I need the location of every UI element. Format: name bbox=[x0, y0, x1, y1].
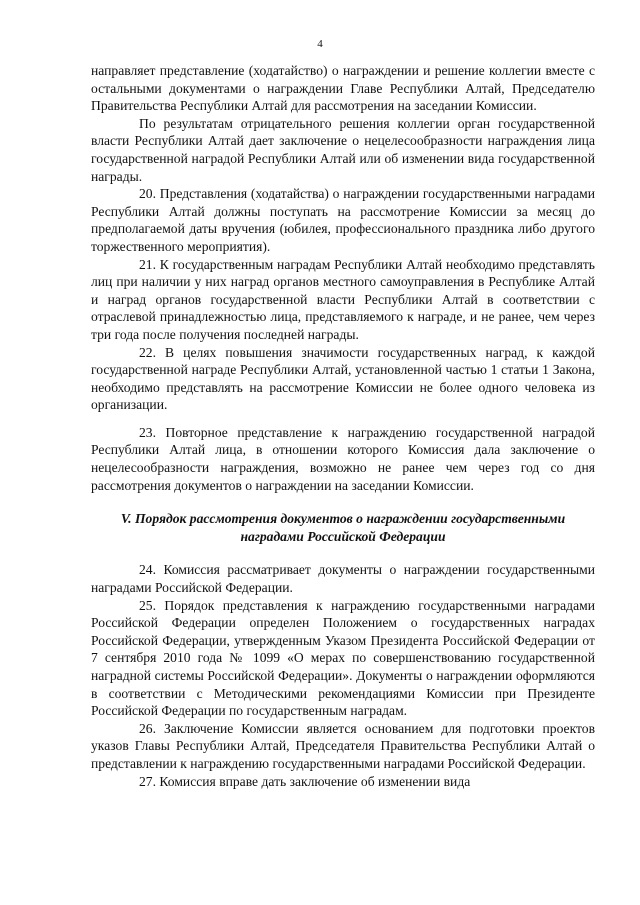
paragraph: 24. Комиссия рассматривает документы о награждении государственными наградами Российской Федерации. bbox=[91, 562, 595, 596]
paragraph: По результатам отрицательного решения коллегии орган государственной власти Республики Алтай дает заключение о нецелесообразности награждения лица государственной наградой Республики Алтай или об изменении вида государственной награды. bbox=[91, 115, 595, 184]
section-heading: V. Порядок рассмотрения документов о награждении государственными наградами Российской Федерации bbox=[120, 511, 566, 544]
paragraph: 27. Комиссия вправе дать заключение об изменении вида bbox=[139, 773, 471, 789]
paragraph: 26. Заключение Комиссии является основанием для подготовки проектов указов Главы Республики Алтай, Председателя Правительства Республики Алтай о представлении к награждению государственными наградами Российской Федерации. bbox=[91, 720, 595, 771]
paragraph: 23. Повторное представление к награждению государственной наградой Республики Алтай лица, в отношении которого Комиссия дала заключение о нецелесообразности награждения, возможно не ранее чем через год со дня рассмотрения документов о награждении на заседании Комиссии. bbox=[91, 424, 595, 493]
paragraphs-before-section bbox=[91, 62, 595, 494]
paragraph: 20. Представления (ходатайства) о награждении государственными наградами Республики Алтай должны поступать на рассмотрение Комиссии за месяц до предполагаемой даты вручения (юбилея, профессионального праздника либо другого торжественного мероприятия). bbox=[91, 186, 595, 254]
paragraph: направляет представление (ходатайство) о награждении и решение коллегии вместе с остальными документами о награждении Главе Республики Алтай, Председателю Правительства Республики Алтай для рассмотрения на заседании Комиссии. bbox=[91, 63, 595, 114]
paragraph: 25. Порядок представления к награждению государственными наградами Российской Федерации определен Положением о государственных наградах Российской Федерации, утвержденным Указом Президента Российской Федерации от 7 сентября 2010 года № 1099 «О мерах по совершенствованию государственной наградной системы Российской Федерации». Документы о награждении оформляются в соответствии с Методическими рекомендациями Комиссии при Президенте Российской Федерации по государственным наградам. bbox=[91, 597, 595, 719]
paragraph: 21. К государственным наградам Республики Алтай необходимо представлять лиц при наличии у них наград органов местного самоуправления в Республике Алтай и наград органов государственной власти Республики Алтай в соответствии с отраслевой принадлежностью лица, представляемого к награде, и не ранее, чем через три года после получения последней награды. bbox=[91, 256, 595, 342]
document-body bbox=[91, 62, 595, 790]
page-number: 4 bbox=[317, 38, 323, 50]
paragraph: 22. В целях повышения значимости государственных наград, к каждой государственной награде Республики Алтай, установленной частью 1 статьи 1 Закона, необходимо представлять на рассмотрение Комиссии не более одного человека из организации. bbox=[91, 344, 595, 413]
paragraphs-after-section bbox=[91, 561, 595, 790]
